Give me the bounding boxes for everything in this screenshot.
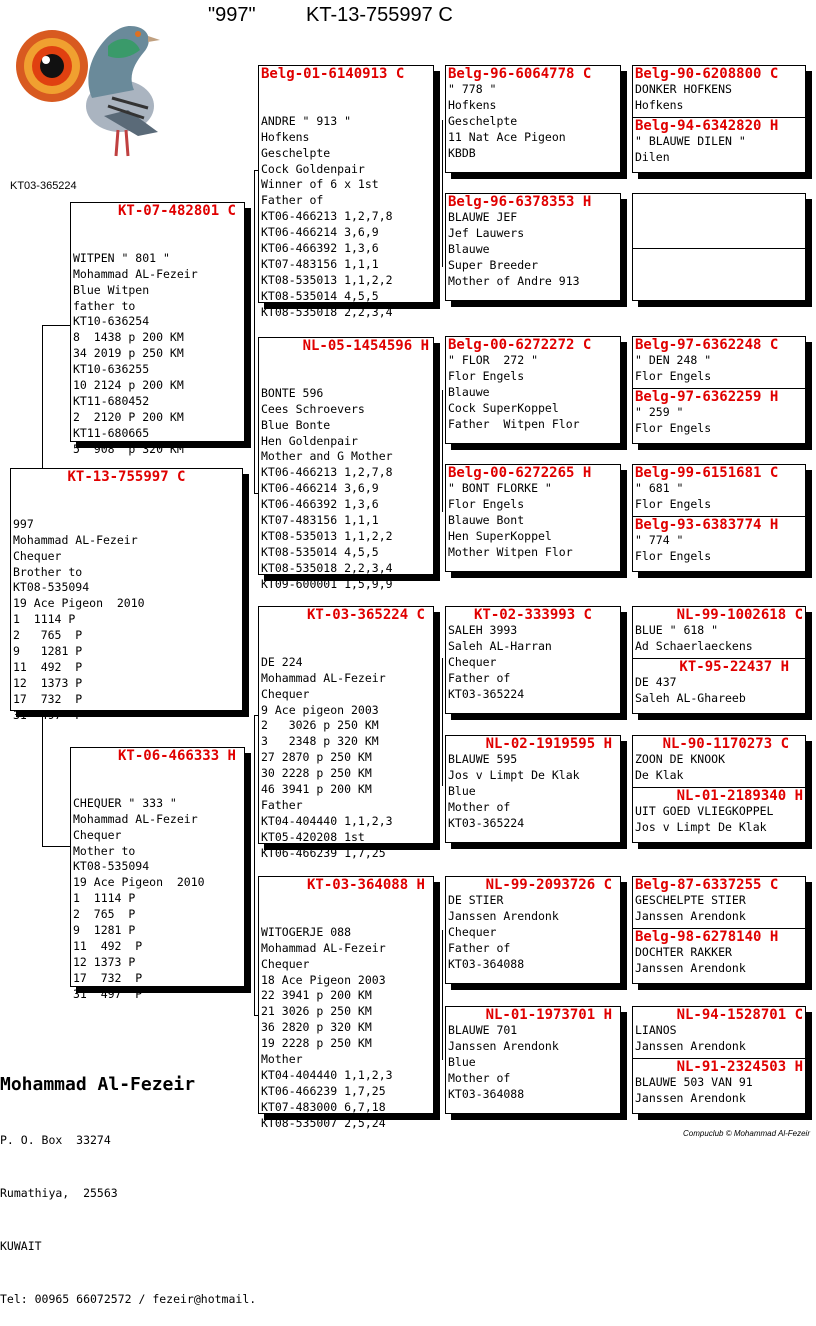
ancestor-ring: Belg-94-6342820 H <box>635 117 779 134</box>
ancestor-card <box>445 606 621 714</box>
granddam-sire-side-ring: NL-05-1454596 H <box>302 338 429 354</box>
owner-city: Rumathiya, 25563 <box>0 1186 118 1200</box>
ancestor-details: UIT GOED VLIEGKOPPEL Jos v Limpt De Klak <box>635 803 774 834</box>
ancestor-details: ZOON DE KNOOK De Klak <box>635 752 726 782</box>
ancestor-details: DE STIER Janssen Arendonk Chequer Father of KT03-364088 <box>448 893 559 971</box>
grandsire-dam-side-ring: KT-03-365224 C <box>306 607 425 623</box>
pigeon-name-title: "997" <box>208 4 256 26</box>
ancestor-details: " 259 " Flor Engels <box>635 404 712 435</box>
ancestor-pair-card-empty <box>632 193 806 301</box>
owner-country: KUWAIT <box>0 1239 42 1253</box>
ancestor-ring: NL-91-2324503 H <box>676 1058 803 1075</box>
ancestor-ring: Belg-00-6272265 H <box>448 465 592 481</box>
ancestor-details: BLAUWE JEF Jef Lauwers Blauwe Super Breeder Mother of Andre 913 <box>448 210 580 288</box>
sire-card <box>70 202 245 456</box>
ancestor-details: BLAUWE 701 Janssen Arendonk Blue Mother of KT03-364088 <box>448 1023 559 1101</box>
ancestor-details: DE 437 Saleh AL-Ghareeb <box>635 674 746 705</box>
ancestor-pair-card <box>632 336 806 444</box>
ancestor-ring: Belg-90-6208800 C <box>635 66 779 82</box>
subject-ring: KT-13-755997 C <box>67 469 186 485</box>
owner-name: Mohammad Al-Fezeir <box>0 1074 196 1095</box>
owner-contact: Tel: 00965 66072572 / fezeir@hotmail. <box>0 1292 257 1306</box>
dam-details: CHEQUER " 333 " Mohammad AL-Fezeir Chequer Mother to KT08-535094 19 Ace Pigeon 2010 1 1114 P 2 765 P 9 1281 P 11 492 P 12 1373 P 17 732 P 31 497 P <box>73 795 205 1001</box>
ancestor-ring: Belg-87-6337255 C <box>635 877 779 893</box>
ancestor-details: SALEH 3993 Saleh AL-Harran Chequer Father of KT03-365224 <box>448 623 552 701</box>
grandsire-dam-side-card <box>258 606 434 860</box>
ancestor-details: BLAUWE 595 Jos v Limpt De Klak Blue Mother of KT03-365224 <box>448 752 580 830</box>
ancestor-ring: Belg-93-6383774 H <box>635 516 779 533</box>
ancestor-ring: Belg-96-6064778 C <box>448 66 592 82</box>
ancestor-card <box>445 735 621 843</box>
ancestor-details: " 778 " Hofkens Geschelpte 11 Nat Ace Pigeon KBDB <box>448 82 566 160</box>
sire-ring: KT-07-482801 C <box>117 203 236 219</box>
pigeon-body-icon <box>86 26 160 156</box>
ancestor-ring: KT-95-22437 H <box>679 658 789 675</box>
ancestor-card <box>445 193 621 301</box>
ancestor-details: LIANOS Janssen Arendonk <box>635 1023 746 1053</box>
ancestor-pair-card <box>632 464 806 572</box>
granddam-sire-side-details: BONTE 596 Cees Schroevers Blue Bonte Hen Goldenpair Mother and G Mother KT06-466213 1,2,7,8 KT06-466214 3,6,9 KT06-466392 1,3,6 KT07-483156 1,1,1 KT08-535013 1,1,2,2 KT08-535014 4,5,5 KT08-535018 2,2,3,4 KT09-600001 1,5,9,9 <box>261 385 393 591</box>
granddam-dam-side-card <box>258 876 434 1130</box>
ancestor-ring: NL-99-1002618 C <box>676 607 803 623</box>
sire-details: WITPEN " 801 " Mohammad AL-Fezeir Blue Witpen father to KT10-636254 8 1438 p 200 KM 34 2019 p 250 KM KT10-636255 10 2124 p 200 KM KT11-680452 2 2120 P 200 KM KT11-680665 5 908 p 320 KM <box>73 250 198 456</box>
ancestor-details: " DEN 248 " Flor Engels <box>635 353 712 383</box>
ancestor-pair-card <box>632 606 806 714</box>
dam-ring: KT-06-466333 H <box>117 748 236 764</box>
pigeon-photo <box>8 6 168 166</box>
ancestor-ring: Belg-99-6151681 C <box>635 465 779 481</box>
subject-details: 997 Mohammad AL-Fezeir Chequer Brother to KT08-535094 19 Ace Pigeon 2010 1 1114 P 2 765 P 9 1281 P 11 492 P 12 1373 P 17 732 P 31 497 P <box>13 516 145 722</box>
grandsire-sire-side-ring: Belg-01-6140913 C <box>261 66 405 82</box>
owner-address <box>0 1036 256 1326</box>
ancestor-ring: NL-02-1919595 H <box>485 736 612 752</box>
ancestor-card <box>445 336 621 444</box>
ancestor-ring: NL-01-2189340 H <box>676 787 803 804</box>
ancestor-ring: NL-94-1528701 C <box>676 1007 803 1023</box>
ancestor-details: GESCHELPTE STIER Janssen Arendonk <box>635 893 746 923</box>
ancestor-ring: NL-01-1973701 H <box>485 1007 612 1023</box>
ancestor-card <box>445 876 621 984</box>
owner-po-box: P. O. Box 33274 <box>0 1133 111 1147</box>
ancestor-details: " 774 " Flor Engels <box>635 532 712 563</box>
grandsire-dam-side-details: DE 224 Mohammad AL-Fezeir Chequer 9 Ace pigeon 2003 2 3026 p 250 KM 3 2348 p 320 KM 27 2870 p 250 KM 30 2228 p 250 KM 46 3941 p 200 KM Father KT04-404440 1,1,2,3 KT05-420208 1st KT06-466239 1,7,25 <box>261 654 393 860</box>
photo-caption: KT03-365224 <box>10 180 77 192</box>
ancestor-details: DONKER HOFKENS Hofkens <box>635 82 732 112</box>
ancestor-details: DOCHTER RAKKER Janssen Arendonk <box>635 944 746 975</box>
ancestor-details: BLAUWE 503 VAN 91 Janssen Arendonk <box>635 1074 753 1105</box>
ancestor-card <box>445 464 621 572</box>
subject-pigeon-card <box>10 468 243 722</box>
ancestor-details: " 681 " Flor Engels <box>635 481 712 511</box>
ancestor-details: " FLOR 272 " Flor Engels Blauwe Cock SuperKoppel Father Witpen Flor <box>448 353 580 431</box>
granddam-sire-side-card <box>258 337 434 591</box>
ancestor-details: " BONT FLORKE " Flor Engels Blauwe Bont Hen SuperKoppel Mother Witpen Flor <box>448 481 573 559</box>
grandsire-sire-side-details: ANDRE " 913 " Hofkens Geschelpte Cock Goldenpair Winner of 6 x 1st Father of KT06-466213 1,2,7,8 KT06-466214 3,6,9 KT06-466392 1,3,6 KT07-483156 1,1,1 KT08-535013 1,1,2,2 KT08-535014 4,5,5 KT08-535018 2,2,3,4 <box>261 113 393 319</box>
ancestor-details: BLUE " 618 " Ad Schaerlaeckens <box>635 623 753 653</box>
granddam-dam-side-ring: KT-03-364088 H <box>306 877 425 893</box>
ancestor-ring: NL-99-2093726 C <box>485 877 612 893</box>
ancestor-ring: Belg-00-6272272 C <box>448 337 592 353</box>
dam-card <box>70 747 245 1001</box>
ancestor-details: " BLAUWE DILEN " Dilen <box>635 133 746 164</box>
pigeon-eye-icon <box>16 30 88 102</box>
ancestor-ring: Belg-97-6362259 H <box>635 388 779 405</box>
ancestor-ring: Belg-96-6378353 H <box>448 194 592 210</box>
ancestor-pair-card <box>632 876 806 984</box>
ancestor-pair-card <box>632 65 806 173</box>
ancestor-pair-card <box>632 1006 806 1114</box>
ancestor-pair-card <box>632 735 806 843</box>
granddam-dam-side-details: WITOGERJE 088 Mohammad AL-Fezeir Chequer 18 Ace Pigeon 2003 22 3941 p 200 KM 21 3026 p 250 KM 36 2820 p 320 KM 19 2228 p 250 KM Mother KT04-404440 1,1,2,3 KT06-466239 1,7,25 KT07-483000 6,7,18 KT08-535007 2,5,24 <box>261 924 393 1130</box>
ancestor-ring: KT-02-333993 C <box>473 607 592 623</box>
ancestor-card <box>445 65 621 173</box>
software-credit: Compuclub © Mohammad Al-Fezeir <box>683 1129 810 1138</box>
grandsire-sire-side-card <box>258 65 434 319</box>
ancestor-ring: Belg-97-6362248 C <box>635 337 779 353</box>
pigeon-ring-title: KT-13-755997 C <box>306 4 453 26</box>
ancestor-ring: NL-90-1170273 C <box>662 736 789 752</box>
ancestor-card <box>445 1006 621 1114</box>
ancestor-ring: Belg-98-6278140 H <box>635 928 779 945</box>
